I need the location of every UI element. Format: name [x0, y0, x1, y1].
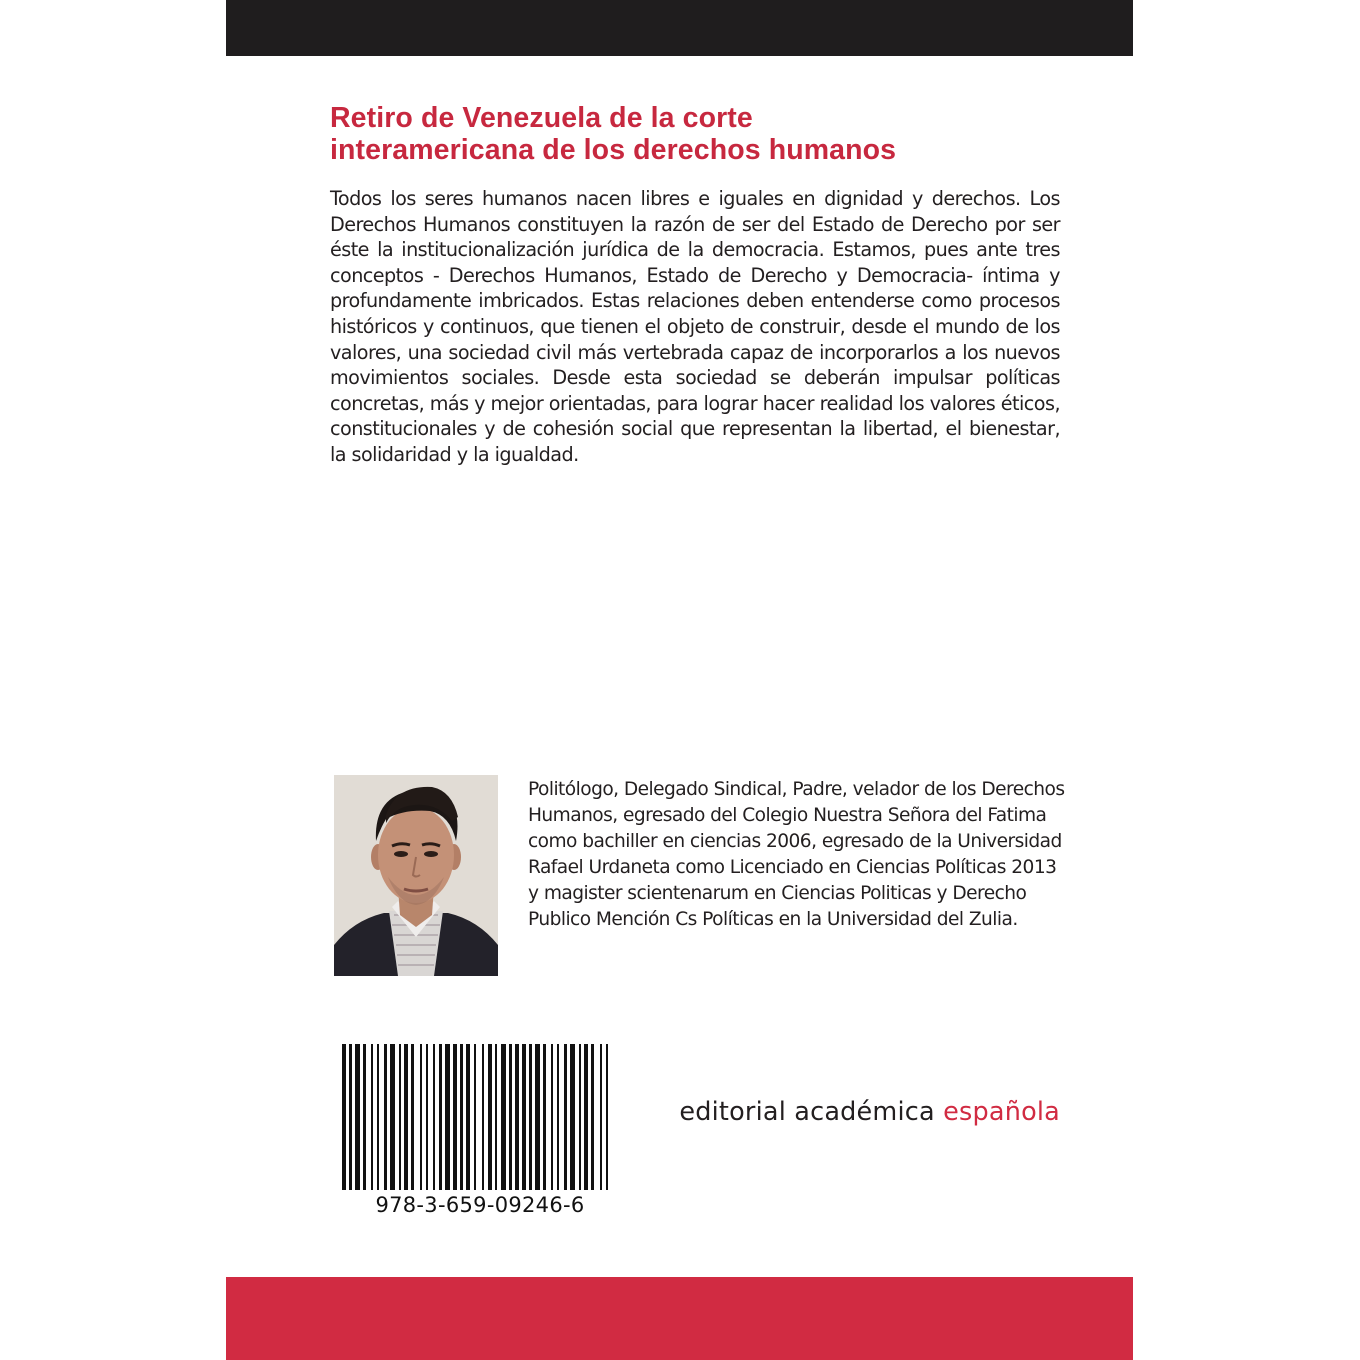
isbn-barcode	[342, 1044, 608, 1190]
isbn-barcode-image	[342, 1044, 608, 1190]
barcode-bar	[482, 1044, 484, 1190]
barcode-bar	[529, 1044, 532, 1190]
barcode-bar	[371, 1044, 373, 1190]
publisher-name-accent: española	[943, 1097, 1060, 1127]
barcode-bar	[399, 1044, 401, 1190]
barcode-bar	[551, 1044, 553, 1190]
barcode-bar	[543, 1044, 546, 1190]
barcode-bar	[474, 1044, 476, 1190]
author-photo	[334, 775, 498, 976]
barcode-bar	[445, 1044, 450, 1190]
barcode-bar	[411, 1044, 414, 1190]
barcode-bar	[535, 1044, 540, 1190]
author-bio: Politólogo, Delegado Sindical, Padre, velador de los Derechos Humanos, egresado del Colegio Nuestra Señora del Fatima como bachiller en ciencias 2006, egresado de la Universidad Rafael Urdaneta como Licenciado en Ciencias Políticas 2013 y magister scientenarum en Ciencias Politicas y Derecho Publico Mención Cs Políticas en la Universidad del Zulia.	[528, 779, 1065, 930]
barcode-bar	[355, 1044, 360, 1190]
barcode-bar	[363, 1044, 366, 1190]
barcode-bar	[606, 1044, 608, 1190]
publisher-name	[660, 1094, 1060, 1130]
barcode-bar	[420, 1044, 422, 1190]
barcode-bar	[515, 1044, 519, 1190]
isbn-number: 978-3-659-09246-6	[375, 1193, 585, 1217]
book-back-cover	[226, 0, 1133, 1360]
author-portrait-image	[334, 775, 498, 976]
barcode-bar	[488, 1044, 492, 1190]
barcode-bar	[460, 1044, 463, 1190]
barcode-bar	[584, 1044, 588, 1190]
book-blurb: Todos los seres humanos nacen libres e iguales en dignidad y derechos. Los Derechos Humanos constituyen la razón de ser del Estado de Derecho por ser éste la institucionalización jurídica de la democracia. Estamos, pues ante tres conceptos - Derechos Humanos, Estado de Derecho y Democracia- íntima y profundamente imbricados. Estas relaciones deben entenderse como procesos históricos y continuos, que tienen el objeto de construir, desde el mundo de los valores, una sociedad civil más vertebrada capaz de incorporarlos a los nuevos movimientos sociales. Desde esta sociedad se deberán impulsar políticas concretas, más y mejor orientadas, para lograr hacer realidad los valores éticos, constitucionales y de cohesión social que representan la libertad, el bienestar, la solidaridad y la igualdad.	[330, 187, 1060, 466]
book-title	[330, 102, 1050, 166]
barcode-bar	[522, 1044, 526, 1190]
barcode-bar	[439, 1044, 442, 1190]
barcode-bar	[453, 1044, 457, 1190]
barcode-bar	[349, 1044, 352, 1190]
barcode-bar	[591, 1044, 594, 1190]
barcode-bar	[557, 1044, 559, 1190]
bottom-band	[226, 1277, 1133, 1360]
barcode-bar	[600, 1044, 602, 1190]
barcode-bar	[426, 1044, 428, 1190]
barcode-bar	[384, 1044, 387, 1190]
barcode-bar	[466, 1044, 470, 1190]
barcode-bar	[404, 1044, 408, 1190]
barcode-bar	[501, 1044, 506, 1190]
top-band	[226, 0, 1133, 56]
barcode-bar	[509, 1044, 512, 1190]
barcode-bar	[564, 1044, 567, 1190]
barcode-bar	[579, 1044, 581, 1190]
barcode-bar	[433, 1044, 435, 1190]
barcode-bar	[342, 1044, 346, 1190]
book-title-line-2: interamericana de los derechos humanos	[330, 134, 897, 166]
barcode-bar	[390, 1044, 395, 1190]
barcode-bar	[495, 1044, 497, 1190]
barcode-bar	[570, 1044, 575, 1190]
publisher-name-main: editorial académica	[679, 1097, 935, 1127]
book-title-line-1: Retiro de Venezuela de la corte	[330, 102, 753, 134]
barcode-bar	[377, 1044, 379, 1190]
